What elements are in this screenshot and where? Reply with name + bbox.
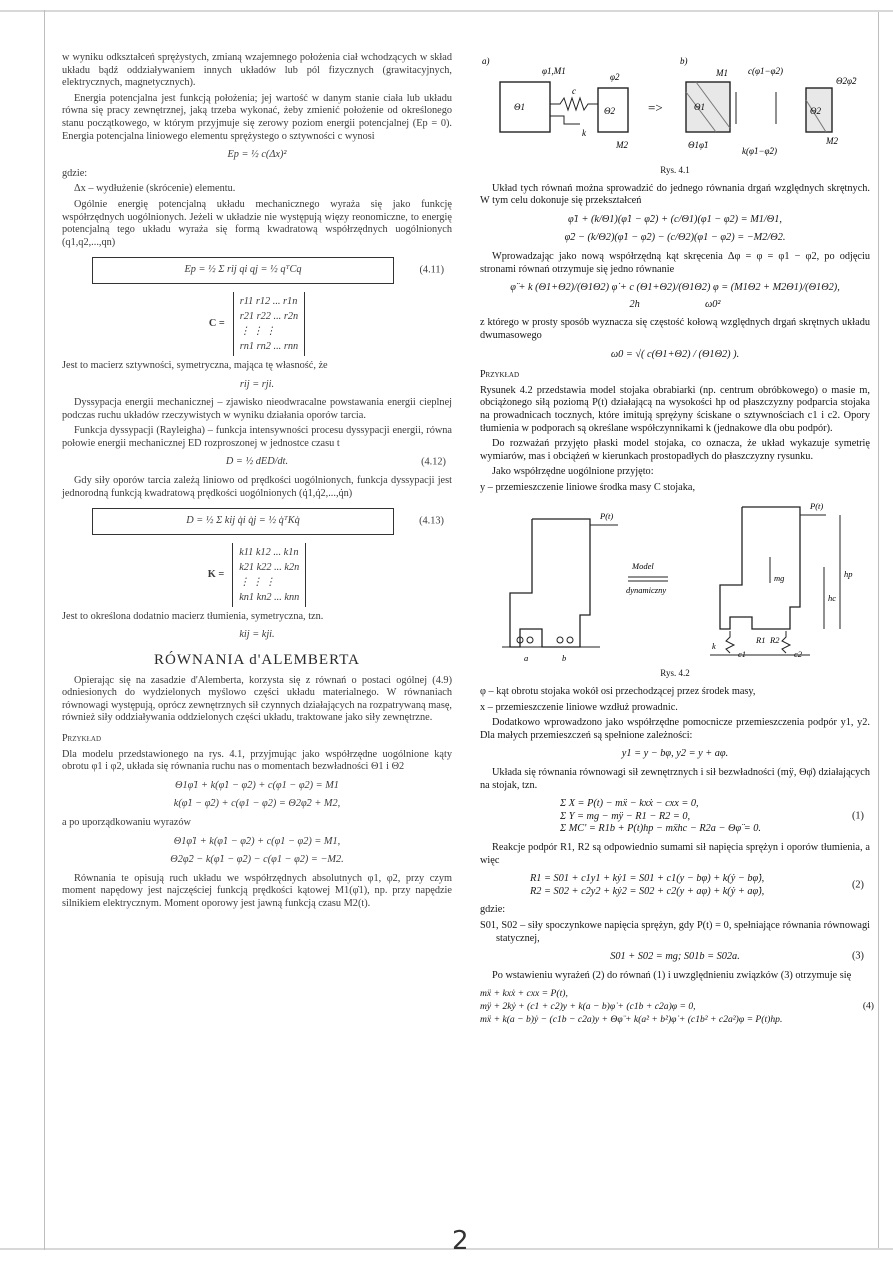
matrix-k-row: k21 k22 ... k2n: [239, 561, 300, 573]
label-m2: M2: [616, 140, 628, 150]
label-theta1-b: Θ1: [694, 102, 705, 112]
right-paragraph-10: Po wstawieniu wyrażeń (2) do równań (1) i uwzględnieniu związków (3) otrzymuje się: [492, 969, 852, 981]
matrix-c: [62, 292, 452, 356]
matrix-c-row: r11 r12 ... r1n: [239, 295, 298, 307]
left-paragraph-8: Jest to określona dodatnio macierz tłumienia, symetryczna, tzn.: [62, 610, 324, 622]
equation-number-1: (1): [851, 810, 864, 822]
equation-motion-d: Θ2φ̈2 − k(φ̇1 − φ̇2) − c(φ1 − φ2) = −M2.: [170, 854, 344, 866]
right-paragraph-1: Układ tych równań można sprowadzić do jednego równania drgań względnych skrętnych. W tym celu dokonuje się przekształceń: [480, 182, 870, 207]
label-model: Model: [632, 561, 654, 572]
label-theta2-phi2: Θ2φ̈2: [836, 76, 857, 86]
equation-motion-c: Θ1φ̈1 + k(φ̇1 − φ̇2) + c(φ1 − φ2) = M1,: [173, 835, 341, 847]
label-c2: c2: [794, 649, 803, 660]
roller: [567, 637, 573, 643]
left-paragraph-12: Równania te opisują ruch układu we współrzędnych absolutnych φ1, φ2, przy czym moment napędowy jest najczęściej funkcją prędkości kątowej M1(φ̇1), np. przy napędzie silnikiem elektrycznym. Moment oporowy jest jawną funkcją czasu M2(t).: [62, 872, 452, 909]
figure-4-1-drawing: [480, 52, 870, 162]
right-paragraph-8: Układa się równania równowagi sił zewnętrznych i sił bezwładności (mÿ, Θφ̈) działających na stojak, tzn.: [480, 767, 870, 791]
equation-4-13-block: [62, 508, 452, 535]
matrix-k-row: kn1 kn2 ... knn: [239, 591, 300, 603]
label-pt-model: P(t): [810, 501, 824, 512]
equation-relative-torsion-underbraces: [480, 299, 870, 312]
left-paragraph-7: Gdy siły oporów tarcia zależą liniowo od prędkości uogólnionych, funkcja dyssypacji jest jednorodną funkcją kwadratową prędkości uogólnionych (q̇1,q̇2,...,q̇n): [62, 475, 452, 499]
figure-4-2: [480, 497, 870, 665]
definition-phi: φ – kąt obrotu stojaka wokół osi przechodzącej przez środek masy,: [480, 686, 756, 698]
label-dynamiczny: dynamiczny: [626, 585, 667, 596]
label-m1-b: M1: [716, 68, 728, 78]
spring-c1: [726, 631, 734, 653]
label-theta1: Θ1: [514, 102, 525, 112]
equation-final-x: mẍ + kxẋ + cxx = P(t),: [480, 988, 568, 1000]
equation-group-4: [480, 988, 874, 1026]
example-label-left: Przykład: [62, 733, 102, 744]
right-paragraph-5: Do rozważań przyjęto płaski model stojaka, co oznacza, że układ wykazuje symetrię wymiarów, mas i obciążeń w kierunkach prostopadłych do płaszczyzny rysunku.: [480, 438, 870, 462]
label-gdzie-right: gdzie:: [480, 904, 506, 916]
damper-k: [550, 116, 580, 124]
page-edge-top: [0, 10, 893, 12]
label-c1: c1: [738, 649, 747, 660]
transform-arrow: =>: [648, 100, 663, 115]
equation-4-11: Ep = ½ Σ rij qi qj = ½ qᵀCq: [92, 257, 394, 284]
equation-normalized-1: φ̈1 + (k/Θ1)(φ̇1 − φ̇2) + (c/Θ1)(φ1 − φ2) = M1/Θ1,: [568, 213, 782, 225]
equation-potential-energy: Ep = ½ c(Δx)²: [227, 149, 287, 161]
underbrace-2h: 2h: [629, 298, 640, 310]
fig-label-b: b): [680, 56, 688, 66]
equation-number-4: (4): [862, 1000, 874, 1012]
matrix-k: [62, 543, 452, 607]
definition-s01-s02: S01, S02 – siły spoczynkowe napięcia sprężyn, gdy P(t) = 0, spełniające równania równowagi statycznej,: [480, 919, 870, 944]
equation-rij-symmetry: rij = rji.: [239, 378, 275, 390]
right-column: [480, 52, 874, 1032]
matrix-k-row: k11 k12 ... k1n: [239, 546, 299, 558]
right-paragraph-7: Dodatkowo wprowadzono jako współrzędne pomocnicze przemieszczenia podpór y1, y2. Dla małych przemieszczeń są spełnione zależności:: [480, 717, 870, 741]
equation-sum-x: Σ X = P(t) − mẍ − kxẋ − cxx = 0,: [560, 798, 699, 810]
left-column: [62, 52, 452, 914]
left-paragraph-11: a po uporządkowaniu wyrazów: [62, 816, 191, 828]
left-paragraph-6: Funkcja dyssypacji (Rayleigha) – funkcja intensywności procesu dyssypacji energii, równa połowie energii mechanicznej ED rozproszonej w jednostce czasu t: [62, 425, 452, 449]
label-gdzie: gdzie:: [62, 167, 88, 179]
matrix-c-row: ⋮ ⋮ ⋮: [239, 325, 276, 337]
label-theta2-b: Θ2: [810, 106, 821, 116]
label-r2: R2: [770, 635, 780, 646]
left-paragraph-4: Jest to macierz sztywności, symetryczna, mająca tę własność, że: [62, 359, 328, 371]
figure-4-2-caption: Rys. 4.2: [660, 668, 690, 679]
equation-static-equilibrium: [480, 951, 870, 964]
equation-r2: R2 = S02 + c2y2 + kẏ2 = S02 + c2(y + aφ) + k(ẏ + aφ̇),: [530, 885, 765, 897]
example-label-right: Przykład: [480, 369, 520, 381]
definition-x: x – przemieszczenie liniowe wzdłuż prowadnic.: [480, 701, 678, 713]
figure-4-2-drawing: [480, 497, 870, 665]
equation-number-4-12: (4.12): [421, 456, 446, 468]
fig-label-a: a): [482, 56, 490, 66]
label-hp: hp: [844, 569, 853, 580]
label-a: a: [524, 653, 529, 664]
equation-relative-torsion: φ̈ + k (Θ1+Θ2)/(Θ1Θ2) φ̇ + c (Θ1+Θ2)/(Θ1Θ2) φ = (M1Θ2 + M2Θ1)/(Θ1Θ2),: [510, 282, 840, 294]
equation-4-11-block: [62, 257, 452, 284]
right-paragraph-2: Wprowadzając jako nową współrzędną kąt skręcenia Δφ = φ = φ1 − φ2, po odjęciu stronami równań otrzymuje się jedno równanie: [480, 250, 870, 275]
matrix-k-row: ⋮ ⋮ ⋮: [239, 576, 276, 588]
equation-sum-moment: Σ MC' = R1b + P(t)hp − mẍhc − R2a − Θφ̈ = 0.: [560, 823, 761, 835]
equation-final-phi: mẍ + k(a − b)ẏ − (c1b − c2a)y + Θφ̈ + k(a² + b²)φ̇ + (c1b² + c2a²)φ = P(t)hp.: [480, 1013, 783, 1025]
label-m2-b: M2: [826, 136, 838, 146]
equation-group-1: [480, 798, 870, 836]
equation-final-y: mÿ + 2kẏ + (c1 + c2)y + k(a − b)φ̇ + (c1b + c2a)φ = 0,: [480, 1000, 696, 1012]
matrix-c-label: C =: [208, 317, 225, 329]
label-pt: P(t): [600, 511, 614, 522]
matrix-k-body: [232, 543, 306, 607]
label-c-phi: c(φ1−φ2): [748, 66, 784, 76]
equation-4-12: [62, 456, 452, 469]
equation-motion-a: Θ1φ̈1 + k(φ̇1 − φ̇2) + c(φ1 − φ2) = M1: [175, 779, 339, 791]
matrix-k-label: K =: [207, 568, 225, 580]
section-heading-dalembert: RÓWNANIA d'ALEMBERTA: [153, 652, 360, 669]
page-edge-bottom: [0, 1248, 893, 1250]
equation-4-12-body: D = ½ dED/dt.: [225, 456, 289, 468]
label-phi2: φ2: [610, 72, 620, 82]
label-theta1-phi1: Θ1φ̈1: [688, 140, 709, 150]
roller: [527, 637, 533, 643]
left-paragraph-10: Dla modelu przedstawionego na rys. 4.1, przyjmując jako współrzędne uogólnione kąty obrotu φ1 i φ2, układa się równania ruchu nas o momentach bezwładności Θ1 i Θ2: [62, 748, 452, 773]
equation-4-13: D = ½ Σ kij q̇i q̇j = ½ q̇ᵀKq̇: [92, 508, 394, 535]
definition-y: y – przemieszczenie liniowe środka masy C stojaka,: [480, 481, 696, 493]
figure-4-1-caption: Rys. 4.1: [660, 165, 690, 175]
left-paragraph-2: Energia potencjalna jest funkcją położenia; jej wartość w danym stanie ciała lub układu równa się pracy zewnętrznej, jaką trzeba wykonać, żeby zmienić położenie od określonego stanu początkowego, w którym przyjmuje się zerowy poziom energii potencjalnej (Ep = 0). Energia potencjalna liniowego elementu sprężystego o sztywności c wynosi: [62, 92, 452, 142]
label-k: k: [582, 128, 586, 138]
label-k-phi: k(φ̇1−φ̇2): [742, 146, 778, 156]
equation-r1: R1 = S01 + c1y1 + kẏ1 = S01 + c1(y − bφ) + k(ẏ − bφ̇),: [530, 873, 765, 885]
spring-c2: [782, 631, 790, 653]
spring-c: [550, 98, 598, 110]
label-c: c: [572, 86, 576, 96]
label-k-model: k: [712, 641, 716, 652]
matrix-c-body: [233, 292, 305, 356]
equation-sum-y: Σ Y = mg − mÿ − R1 − R2 = 0,: [560, 810, 691, 822]
handwritten-page-mark: 2: [452, 1226, 469, 1256]
label-theta2: Θ2: [604, 106, 615, 116]
left-paragraph-3: Ogólnie energię potencjalną układu mechanicznego wyraża się jako funkcję współrzędnych uogólnionych. Jeżeli w układzie nie występują więzy reonomiczne, to energię potencjalną tego układu wyraża się formą kwadratową współrzędnych uogólnionych (q1,q2,...,qn): [62, 198, 452, 248]
column-outline: [510, 519, 590, 647]
freebody-theta1-box: [686, 82, 730, 132]
mass-theta1-box: [500, 82, 550, 132]
equation-normalized-2: φ̈2 − (k/Θ2)(φ̇1 − φ̇2) − (c/Θ2)(φ1 − φ2) = −M2/Θ2.: [564, 232, 786, 244]
right-paragraph-9: Reakcje podpór R1, R2 są odpowiednio sumami sił napięcia sprężyn i oporów tłumienia, a więc: [480, 842, 870, 866]
page-edge-left: [44, 10, 45, 1250]
left-paragraph-1: w wyniku odkształceń sprężystych, zmianą wzajemnego położenia ciał wchodzących w skład układu bądź oddziaływaniem innych układów lub pól fizycznych (grawitacyjnych, elektrycznych, magnetycznych).: [62, 52, 452, 89]
left-paragraph-5: Dyssypacja energii mechanicznej – zjawisko nieodwracalne powstawania energii cieplnej podczas ruchu układów rzeczywistych w wyniku działania oporów tarcia.: [62, 397, 452, 421]
figure-4-1: [480, 52, 870, 162]
model-outline: [720, 507, 800, 629]
right-paragraph-6: Jako współrzędne uogólnione przyjęto:: [492, 466, 654, 478]
matrix-c-row: r21 r22 ... r2n: [239, 310, 299, 322]
left-paragraph-9: Opierając się na zasadzie d'Alemberta, korzysta się z równań o postaci ogólnej (4.9) odniesionych do wydzielonych myślowo części układu materialnego. W równaniach równowagi występują, oprócz zewnętrznych sił czynnych działających na rozpatrywaną masę, również siły oddziaływania oddzielonych części układu, traktowane jako siły zewnętrzne.: [62, 674, 452, 724]
matrix-c-row: rn1 rn2 ... rnn: [239, 340, 299, 352]
roller: [557, 637, 563, 643]
equation-kij-symmetry: kij = kji.: [239, 629, 275, 641]
equation-static-equilibrium-body: S01 + S02 = mg; S01b = S02a.: [610, 951, 740, 963]
underbrace-omega0-squared: ω0²: [704, 298, 721, 310]
label-b: b: [562, 653, 567, 664]
label-phi1-m1: φ1,M1: [542, 66, 566, 76]
right-paragraph-4: Rysunek 4.2 przedstawia model stojaka obrabiarki (np. centrum obróbkowego) o masie m, obciążonego siłą poziomą P(t) działającą na wysokości hp od płaszczyzny podparcia stojaka na prowadnicach tocznych, które imitują sprężyny ściskane o sztywnościach c1 i c2. Opory tłumienia w podporach są określane współczynnikami k (jednakowe dla obu podpór).: [480, 384, 870, 434]
label-mg: mg: [774, 573, 785, 584]
label-r1: R1: [756, 635, 766, 646]
equation-motion-b: k(φ̇1 − φ̇2) + c(φ1 − φ2) = Θ2φ̈2 + M2,: [173, 798, 341, 810]
equation-number-4-13: (4.13): [419, 515, 444, 527]
page-edge-right: [878, 12, 879, 1248]
equation-support-displacements: y1 = y − bφ, y2 = y + aφ.: [621, 748, 729, 760]
right-paragraph-3: z którego w prosty sposób wyznacza się częstość kołową względnych drgań skrętnych układu dwumasowego: [480, 317, 870, 341]
equation-natural-frequency: ω0 = √( c(Θ1+Θ2) / (Θ1Θ2) ).: [610, 348, 740, 360]
label-hc: hc: [828, 593, 837, 604]
equation-group-2: [480, 873, 870, 898]
definition-dx: Δx – wydłużenie (skrócenie) elementu.: [74, 183, 236, 195]
equation-number-2: (2): [851, 879, 864, 891]
equation-number-4-11: (4.11): [419, 264, 444, 276]
equation-number-3: (3): [851, 951, 864, 963]
